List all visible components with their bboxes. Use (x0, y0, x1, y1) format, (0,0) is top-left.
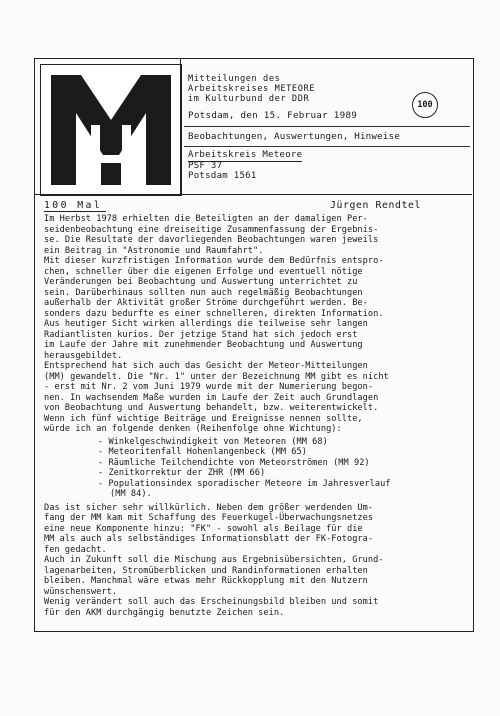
title-line-1: Mitteilungen des (188, 74, 281, 84)
text-line: Auch in Zukunft soll die Mischung aus Ergebnisübersichten, Grund- (44, 555, 384, 565)
address-block (188, 151, 302, 181)
text-line: Veränderungen bei Beobachtung und Auswertung unterrichtet zu (44, 277, 358, 287)
text-line: (MM) gewandelt. Die "Nr. 1" unter der Bezeichnung MM gibt es nicht (44, 371, 389, 382)
text-line: würde ich an folgende denken (Reihenfolge ohne Wichtung): (44, 424, 342, 434)
text-line: bleiben. Manchmal wäre etwas mehr Rückkopplung mit den Nutzern (44, 576, 368, 586)
text-line: herausgebildet. (44, 350, 123, 361)
header-rule-2 (184, 146, 470, 147)
list-item: - Meteoritenfall Hohenlangenbeck (MM 65) (98, 447, 472, 458)
list-item: - Zenitkorrektur der ZHR (MM 66) (98, 468, 472, 479)
text-line: MM als auch als selbständiges Informationsblatt der FK-Fotogra- (44, 534, 374, 544)
title-line-3: im Kulturbund der DDR (188, 94, 310, 104)
text-line: se. Die Resultate der davorliegenden Beobachtungen waren jeweils (44, 235, 379, 245)
text-line: Das ist sicher sehr willkürlich. Neben dem größer werdenden Um- (44, 502, 374, 513)
title-line-2: Arbeitskreises METEORE (188, 84, 316, 94)
text-line: sonders dazu bedurfte es einer schnelleren, direkten Information. (44, 308, 384, 319)
text-line: Aus heutiger Sicht wirken allerdings die teilweise sehr langen (44, 319, 368, 329)
text-line: für den AKM durchgängig benutzte Zeichen sein. (44, 607, 285, 618)
text-line: chen, schneller über die eigenen Erfolge und eventuell nötige (44, 266, 363, 277)
text-line: eine neue Komponente hinzu: "FK" - sowohl als Beilage für die (44, 523, 363, 534)
text-line: ein Beitrag in "Astronomie und Raumfahrt". (44, 245, 264, 256)
text-line: Wenig verändert soll auch das Erscheinungsbild bleiben und somit (44, 597, 379, 607)
publication-subtitle: Beobachtungen, Auswertungen, Hinweise (188, 131, 401, 142)
text-line: fen gedacht. (44, 544, 107, 555)
header-rule-bottom (34, 194, 472, 195)
list-item: - Räumliche Teilchendichte von Meteorströmen (MM 92) (98, 458, 472, 469)
text-line: nen. In wachsendem Maße wurden im Laufe der Zeit auch Grundlagen (44, 392, 379, 403)
text-line: fang der MM kam mit Schaffung des Feuerkugel-Überwachungsnetzes (44, 513, 374, 523)
list-item: - Populationsindex sporadischer Meteore im Jahresverlauf (98, 479, 472, 490)
address-line-3: Potsdam 1561 (188, 170, 257, 181)
text-line: außerhalb der Aktivität großer Ströme durchgeführt werden. Be- (44, 298, 368, 308)
issue-number-badge: 100 (412, 92, 438, 118)
meteor-m-logo-icon (41, 65, 181, 195)
publication-title (188, 74, 388, 104)
text-line: lagenarbeiten, Stromüberblicken und Randinformationen erhalten (44, 565, 368, 576)
article-body (44, 214, 472, 618)
akm-logo (40, 64, 182, 196)
text-line: sein. Darüberhinaus sollten nun auch regelmäßig Beobachtungen (44, 287, 363, 298)
address-line-2: PSF 37 (188, 160, 223, 171)
article-title: 100 Mal (44, 200, 106, 212)
text-line: seidenbeobachtung eine dreiseitige Zusammenfassung der Ergebnis- (44, 224, 379, 235)
list-item: (MM 84). (110, 489, 152, 499)
text-line: wünschenswert. (44, 586, 118, 597)
text-line: Entsprechend hat sich auch das Gesicht der Meteor-Mitteilungen (44, 361, 368, 371)
contributions-list (44, 437, 472, 500)
header-rule-1 (184, 126, 470, 127)
text-line: im Laufe der Jahre mit zunehmender Beobachtung und Auswertung (44, 340, 363, 350)
address-line-1: Arbeitskreis Meteore (188, 150, 303, 160)
header-divider-vertical (180, 58, 181, 194)
text-line: Radiantlisten kurios. Der jetzige Stand hat sich jedoch erst (44, 329, 358, 340)
text-line: Wenn ich fünf wichtige Beiträge und Ereignisse nennen sollte, (44, 413, 363, 424)
text-line: von Beobachtung und Auswertung behandelt, bzw. weiterentwickelt. (44, 403, 379, 413)
text-line: - erst mit Nr. 2 vom Juni 1979 wurde mit der Numerierung begon- (44, 382, 374, 392)
article-author: Jürgen Rendtel (330, 200, 421, 211)
text-line: Mit dieser kurzfristigen Information wurde dem Bedürfnis entspro- (44, 256, 384, 266)
text-line: Im Herbst 1978 erhielten die Beteiligten an der damaligen Per- (44, 214, 368, 224)
issue-date: Potsdam, den 15. Februar 1989 (188, 110, 358, 121)
list-item: - Winkelgeschwindigkeit von Meteoren (MM 68) (98, 437, 472, 448)
